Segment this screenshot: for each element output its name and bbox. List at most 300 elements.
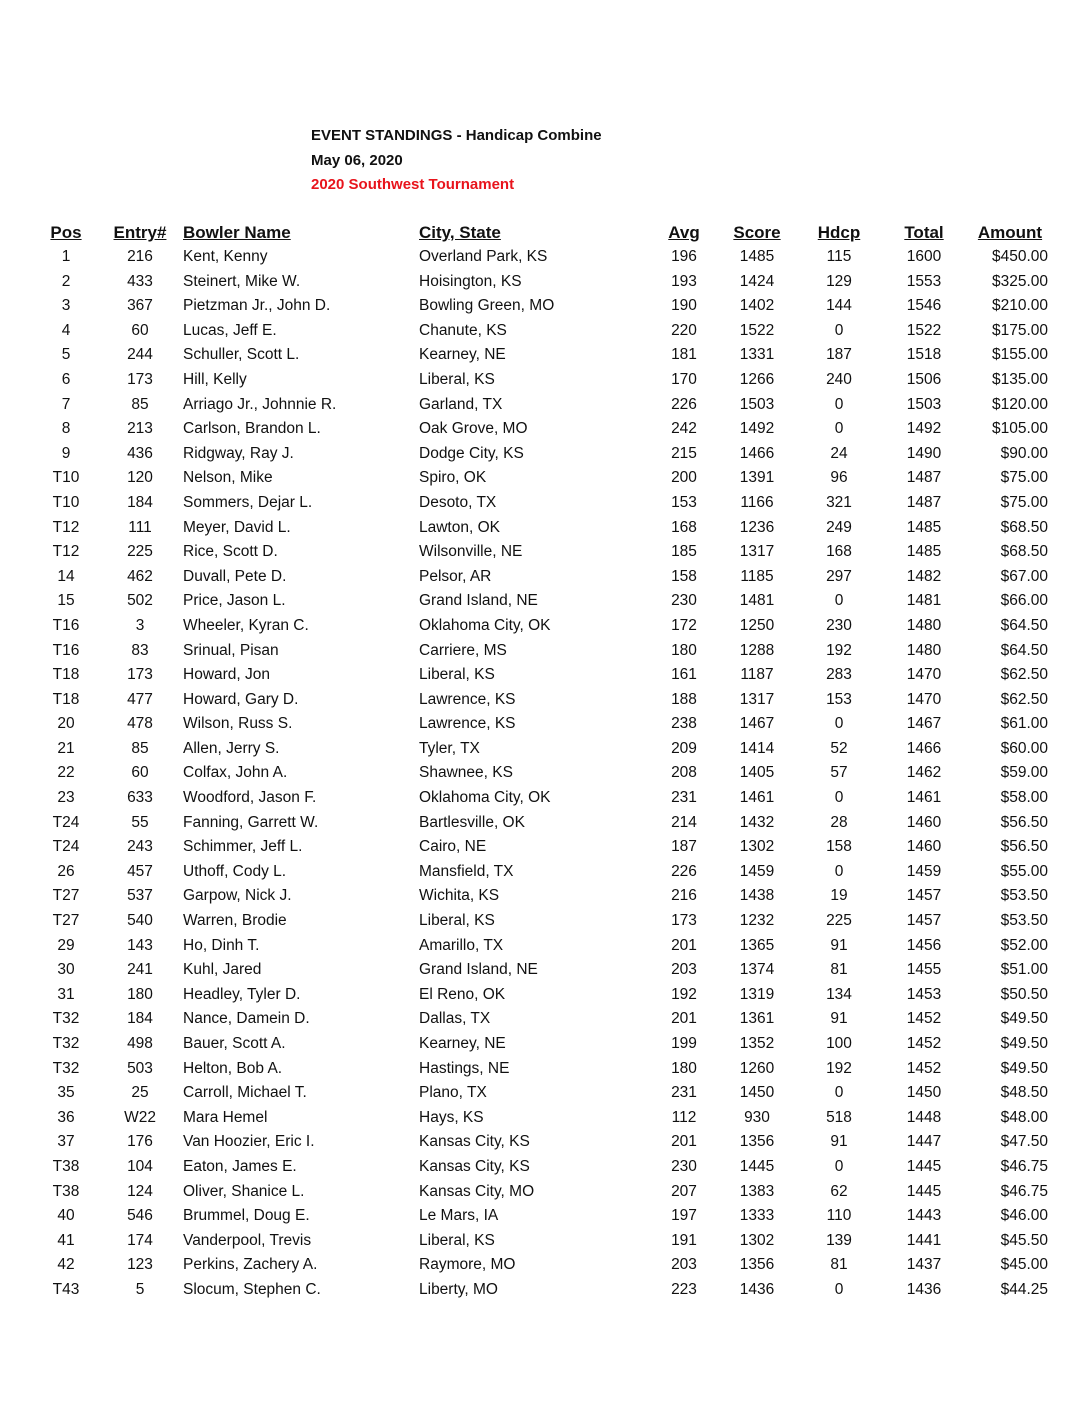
cell-pos: 22 xyxy=(57,764,75,782)
cell-avg: 197 xyxy=(671,1207,697,1225)
cell-avg: 180 xyxy=(671,1059,697,1077)
cell-hdcp: 153 xyxy=(826,690,852,708)
cell-amount: $325.00 xyxy=(991,272,1048,290)
cell-city: El Reno, OK xyxy=(419,985,506,1003)
cell-entry: 477 xyxy=(127,690,153,708)
cell-name: Howard, Gary D. xyxy=(183,690,299,708)
cell-amount: $59.00 xyxy=(1000,764,1048,782)
cell-name: Helton, Bob A. xyxy=(183,1059,283,1077)
cell-city: Bartlesville, OK xyxy=(419,813,525,831)
cell-entry: 174 xyxy=(127,1231,153,1249)
cell-city: Mansfield, TX xyxy=(419,862,514,880)
cell-entry: 462 xyxy=(127,567,153,585)
cell-name: Ridgway, Ray J. xyxy=(183,444,294,462)
cell-pos: 7 xyxy=(61,395,71,413)
cell-score: 1391 xyxy=(739,469,775,487)
table-row xyxy=(0,245,1088,270)
table-row xyxy=(0,1204,1088,1229)
cell-entry: 243 xyxy=(127,838,153,856)
cell-score: 1467 xyxy=(739,715,775,733)
cell-name: Bauer, Scott A. xyxy=(183,1035,286,1052)
table-row xyxy=(0,934,1088,959)
cell-name: Perkins, Zachery A. xyxy=(183,1256,318,1274)
cell-pos: T24 xyxy=(52,838,80,856)
cell-hdcp: 0 xyxy=(834,395,844,413)
cell-hdcp: 96 xyxy=(830,469,848,487)
cell-pos: 40 xyxy=(57,1207,75,1225)
column-header-hdcp: Hdcp xyxy=(817,223,861,242)
table-row xyxy=(0,417,1088,442)
cell-entry: 478 xyxy=(127,715,153,733)
cell-name: Kuhl, Jared xyxy=(183,961,262,979)
cell-avg: 230 xyxy=(671,1157,697,1175)
cell-entry: 60 xyxy=(131,321,149,339)
cell-amount: $75.00 xyxy=(1000,469,1048,487)
cell-pos: T12 xyxy=(52,518,80,536)
cell-total: 1467 xyxy=(906,715,942,733)
cell-score: 1450 xyxy=(739,1084,775,1102)
cell-score: 1317 xyxy=(739,690,775,708)
cell-name: Steinert, Mike W. xyxy=(183,272,301,290)
cell-hdcp: 0 xyxy=(834,420,844,438)
cell-score: 1232 xyxy=(739,912,775,930)
cell-hdcp: 283 xyxy=(826,666,852,684)
cell-total: 1455 xyxy=(906,961,942,979)
cell-entry: 546 xyxy=(127,1207,153,1225)
cell-score: 1405 xyxy=(739,764,775,782)
cell-amount: $62.50 xyxy=(1000,666,1048,684)
table-row xyxy=(0,884,1088,909)
cell-name: Schimmer, Jeff L. xyxy=(183,838,303,856)
cell-city: Oklahoma City, OK xyxy=(419,616,551,634)
table-row xyxy=(0,540,1088,565)
cell-total: 1553 xyxy=(906,272,942,290)
cell-amount: $120.00 xyxy=(991,395,1048,413)
table-row xyxy=(0,639,1088,664)
cell-hdcp: 134 xyxy=(826,985,852,1003)
cell-avg: 203 xyxy=(671,1256,697,1274)
cell-entry: 216 xyxy=(127,248,153,265)
table-row xyxy=(0,516,1088,541)
cell-amount: $64.50 xyxy=(1000,641,1048,659)
cell-pos: 1 xyxy=(61,248,71,265)
cell-total: 1485 xyxy=(906,543,942,561)
table-row xyxy=(0,1253,1088,1278)
cell-total: 1443 xyxy=(906,1207,942,1225)
cell-entry: 244 xyxy=(127,346,153,364)
cell-pos: 30 xyxy=(57,961,75,979)
cell-hdcp: 240 xyxy=(826,370,852,388)
table-row xyxy=(0,860,1088,885)
cell-score: 1383 xyxy=(739,1182,775,1200)
cell-score: 1461 xyxy=(739,789,775,807)
cell-amount: $48.00 xyxy=(1000,1108,1048,1126)
table-row xyxy=(0,442,1088,467)
cell-total: 1600 xyxy=(906,248,942,265)
cell-total: 1448 xyxy=(906,1108,942,1126)
cell-name: Headley, Tyler D. xyxy=(183,985,301,1003)
cell-avg: 207 xyxy=(671,1182,697,1200)
cell-score: 1266 xyxy=(739,370,775,388)
cell-avg: 180 xyxy=(671,641,697,659)
table-row xyxy=(0,786,1088,811)
cell-entry: 83 xyxy=(131,641,149,659)
cell-entry: 176 xyxy=(127,1133,153,1151)
cell-total: 1452 xyxy=(906,1059,942,1077)
cell-score: 1436 xyxy=(739,1280,775,1298)
table-row xyxy=(0,1130,1088,1155)
cell-score: 1522 xyxy=(739,321,775,339)
cell-amount: $55.00 xyxy=(1000,862,1048,880)
cell-name: Meyer, David L. xyxy=(183,518,291,536)
cell-pos: T38 xyxy=(52,1157,80,1175)
cell-avg: 187 xyxy=(671,838,697,856)
cell-score: 1302 xyxy=(739,1231,775,1249)
cell-amount: $46.75 xyxy=(1000,1182,1048,1200)
cell-total: 1460 xyxy=(906,838,942,856)
cell-avg: 214 xyxy=(671,813,697,831)
cell-avg: 201 xyxy=(671,1133,697,1151)
cell-city: Desoto, TX xyxy=(419,493,497,511)
cell-pos: T12 xyxy=(52,543,80,561)
table-row xyxy=(0,761,1088,786)
cell-amount: $135.00 xyxy=(991,370,1048,388)
cell-entry: 85 xyxy=(131,395,149,413)
cell-hdcp: 24 xyxy=(830,444,848,462)
table-row xyxy=(0,319,1088,344)
cell-pos: T18 xyxy=(52,690,80,708)
cell-name: Carlson, Brandon L. xyxy=(183,420,321,438)
cell-city: Hays, KS xyxy=(419,1108,484,1126)
cell-avg: 193 xyxy=(671,272,697,290)
cell-avg: 199 xyxy=(671,1035,697,1052)
cell-entry: 173 xyxy=(127,666,153,684)
table-row xyxy=(0,343,1088,368)
cell-name: Warren, Brodie xyxy=(183,912,287,930)
cell-city: Grand Island, NE xyxy=(419,961,538,979)
cell-score: 1166 xyxy=(740,493,774,511)
table-row xyxy=(0,835,1088,860)
cell-pos: 15 xyxy=(57,592,75,610)
cell-city: Dodge City, KS xyxy=(419,444,524,462)
table-row xyxy=(0,983,1088,1008)
cell-score: 1414 xyxy=(739,739,775,757)
standings-table xyxy=(0,221,1088,1303)
cell-total: 1461 xyxy=(906,789,942,807)
cell-amount: $49.50 xyxy=(1000,1035,1048,1052)
cell-hdcp: 0 xyxy=(834,1084,844,1102)
cell-pos: 36 xyxy=(57,1108,75,1126)
table-row xyxy=(0,1106,1088,1131)
cell-city: Chanute, KS xyxy=(419,321,507,339)
cell-score: 1361 xyxy=(739,1010,775,1028)
cell-hdcp: 115 xyxy=(826,248,852,265)
cell-city: Liberal, KS xyxy=(419,370,495,388)
cell-total: 1482 xyxy=(906,567,942,585)
cell-hdcp: 0 xyxy=(834,1280,844,1298)
cell-score: 1187 xyxy=(740,666,774,684)
table-row xyxy=(0,909,1088,934)
table-row xyxy=(0,270,1088,295)
cell-avg: 200 xyxy=(671,469,697,487)
cell-hdcp: 0 xyxy=(834,789,844,807)
cell-amount: $75.00 xyxy=(1000,493,1048,511)
cell-avg: 181 xyxy=(671,346,697,364)
cell-score: 930 xyxy=(744,1108,770,1126)
cell-amount: $67.00 xyxy=(1000,567,1048,585)
cell-amount: $48.50 xyxy=(1000,1084,1048,1102)
cell-city: Carriere, MS xyxy=(419,641,507,659)
column-header-score: Score xyxy=(733,223,781,242)
cell-total: 1452 xyxy=(906,1035,942,1052)
cell-total: 1480 xyxy=(906,641,942,659)
cell-city: Kansas City, KS xyxy=(419,1133,530,1151)
cell-total: 1546 xyxy=(906,297,942,315)
cell-city: Cairo, NE xyxy=(419,838,487,856)
cell-score: 1492 xyxy=(739,420,775,438)
cell-score: 1481 xyxy=(739,592,775,610)
cell-entry: 104 xyxy=(127,1157,153,1175)
cell-total: 1470 xyxy=(906,690,942,708)
cell-pos: 9 xyxy=(61,444,71,462)
cell-entry: 180 xyxy=(127,985,153,1003)
cell-amount: $61.00 xyxy=(1000,715,1048,733)
cell-city: Raymore, MO xyxy=(419,1256,516,1274)
cell-avg: 238 xyxy=(671,715,697,733)
cell-pos: T32 xyxy=(52,1010,80,1028)
cell-pos: T10 xyxy=(52,493,80,511)
cell-pos: 26 xyxy=(57,862,75,880)
cell-entry: 25 xyxy=(131,1084,149,1102)
cell-total: 1456 xyxy=(906,936,942,954)
cell-amount: $49.50 xyxy=(1000,1010,1048,1028)
cell-avg: 220 xyxy=(671,321,697,339)
cell-pos: T38 xyxy=(52,1182,80,1200)
cell-pos: T24 xyxy=(52,813,80,831)
cell-name: Woodford, Jason F. xyxy=(183,789,317,807)
cell-total: 1450 xyxy=(906,1084,942,1102)
cell-city: Oklahoma City, OK xyxy=(419,789,551,807)
cell-hdcp: 110 xyxy=(826,1207,852,1225)
cell-total: 1436 xyxy=(906,1280,942,1298)
cell-city: Amarillo, TX xyxy=(419,936,504,954)
cell-entry: 503 xyxy=(127,1059,153,1077)
table-row xyxy=(0,958,1088,983)
cell-score: 1185 xyxy=(740,567,774,585)
cell-name: Brummel, Doug E. xyxy=(183,1207,310,1225)
cell-name: Garpow, Nick J. xyxy=(183,887,292,905)
table-row xyxy=(0,737,1088,762)
cell-avg: 203 xyxy=(671,961,697,979)
cell-hdcp: 0 xyxy=(834,592,844,610)
cell-total: 1522 xyxy=(906,321,942,339)
cell-avg: 231 xyxy=(671,1084,697,1102)
cell-total: 1490 xyxy=(906,444,942,462)
cell-city: Pelsor, AR xyxy=(419,567,492,585)
cell-city: Lawton, OK xyxy=(419,518,500,536)
cell-pos: 42 xyxy=(57,1256,75,1274)
cell-avg: 201 xyxy=(671,1010,697,1028)
table-row xyxy=(0,688,1088,713)
cell-avg: 161 xyxy=(671,666,697,684)
cell-score: 1250 xyxy=(739,616,775,634)
cell-score: 1424 xyxy=(739,272,775,290)
cell-entry: 120 xyxy=(127,469,153,487)
cell-city: Spiro, OK xyxy=(419,469,487,487)
cell-entry: 60 xyxy=(131,764,149,782)
cell-hdcp: 91 xyxy=(830,1133,848,1151)
cell-hdcp: 144 xyxy=(826,297,852,315)
cell-entry: 123 xyxy=(127,1256,153,1274)
cell-amount: $45.00 xyxy=(1000,1256,1048,1274)
cell-amount: $210.00 xyxy=(991,297,1048,315)
cell-hdcp: 297 xyxy=(826,567,852,585)
column-header-city: City, State xyxy=(419,223,501,242)
cell-city: Liberal, KS xyxy=(419,912,495,930)
cell-score: 1260 xyxy=(739,1059,775,1077)
cell-avg: 231 xyxy=(671,789,697,807)
table-row xyxy=(0,1180,1088,1205)
cell-hdcp: 100 xyxy=(826,1035,852,1052)
cell-pos: 2 xyxy=(61,272,71,290)
cell-entry: 85 xyxy=(131,739,149,757)
cell-entry: 3 xyxy=(135,616,145,634)
cell-avg: 230 xyxy=(671,592,697,610)
cell-pos: 6 xyxy=(61,370,71,388)
cell-score: 1432 xyxy=(739,813,775,831)
cell-amount: $58.00 xyxy=(1000,789,1048,807)
table-row xyxy=(0,491,1088,516)
cell-hdcp: 81 xyxy=(830,961,848,979)
cell-hdcp: 0 xyxy=(834,862,844,880)
cell-hdcp: 0 xyxy=(834,321,844,339)
table-row xyxy=(0,565,1088,590)
table-row xyxy=(0,663,1088,688)
document-title: EVENT STANDINGS - Handicap Combine xyxy=(311,127,602,144)
cell-hdcp: 81 xyxy=(830,1256,848,1274)
cell-name: Oliver, Shanice L. xyxy=(183,1182,305,1200)
cell-avg: 196 xyxy=(671,248,697,265)
cell-score: 1438 xyxy=(739,887,775,905)
cell-city: Shawnee, KS xyxy=(419,764,513,782)
cell-pos: T27 xyxy=(52,912,80,930)
cell-name: Wilson, Russ S. xyxy=(183,715,293,733)
cell-avg: 215 xyxy=(671,444,697,462)
tournament-name: 2020 Southwest Tournament xyxy=(311,176,515,193)
cell-avg: 209 xyxy=(671,739,697,757)
cell-entry: 436 xyxy=(127,444,153,462)
cell-name: Price, Jason L. xyxy=(183,592,286,610)
cell-hdcp: 0 xyxy=(834,1157,844,1175)
cell-pos: 37 xyxy=(57,1133,75,1151)
cell-total: 1487 xyxy=(906,469,942,487)
cell-total: 1518 xyxy=(906,346,942,364)
cell-amount: $45.50 xyxy=(1000,1231,1048,1249)
cell-entry: 111 xyxy=(128,518,152,536)
cell-avg: 173 xyxy=(671,912,697,930)
cell-entry: 173 xyxy=(127,370,153,388)
cell-score: 1288 xyxy=(739,641,775,659)
cell-total: 1481 xyxy=(906,592,942,610)
cell-pos: T32 xyxy=(52,1059,80,1077)
cell-pos: T32 xyxy=(52,1035,80,1052)
cell-amount: $68.50 xyxy=(1000,543,1048,561)
cell-city: Lawrence, KS xyxy=(419,690,516,708)
cell-hdcp: 192 xyxy=(826,1059,852,1077)
cell-amount: $49.50 xyxy=(1000,1059,1048,1077)
cell-total: 1452 xyxy=(906,1010,942,1028)
cell-amount: $60.00 xyxy=(1000,739,1048,757)
cell-city: Garland, TX xyxy=(419,395,503,413)
table-header-row xyxy=(0,221,1088,245)
cell-name: Kent, Kenny xyxy=(183,248,268,265)
cell-name: Hill, Kelly xyxy=(183,370,247,388)
cell-score: 1356 xyxy=(739,1133,775,1151)
cell-name: Rice, Scott D. xyxy=(183,543,278,561)
cell-hdcp: 187 xyxy=(826,346,852,364)
cell-name: Uthoff, Cody L. xyxy=(183,862,287,880)
cell-entry: 433 xyxy=(127,272,153,290)
cell-amount: $155.00 xyxy=(991,346,1048,364)
cell-avg: 168 xyxy=(671,518,697,536)
cell-name: Schuller, Scott L. xyxy=(183,346,300,364)
table-row xyxy=(0,1032,1088,1057)
cell-city: Kearney, NE xyxy=(419,346,506,364)
cell-entry: 540 xyxy=(127,912,153,930)
table-row xyxy=(0,614,1088,639)
cell-score: 1445 xyxy=(739,1157,775,1175)
cell-amount: $47.50 xyxy=(1000,1133,1048,1151)
cell-avg: 242 xyxy=(671,420,697,438)
cell-name: Eaton, James E. xyxy=(183,1157,297,1175)
table-row xyxy=(0,294,1088,319)
cell-pos: T16 xyxy=(52,616,80,634)
cell-total: 1453 xyxy=(906,985,942,1003)
cell-entry: 457 xyxy=(127,862,153,880)
column-header-pos: Pos xyxy=(50,223,82,242)
cell-total: 1447 xyxy=(906,1133,942,1151)
cell-pos: T16 xyxy=(52,641,80,659)
cell-name: Lucas, Jeff E. xyxy=(183,321,277,339)
cell-score: 1402 xyxy=(739,297,775,315)
cell-total: 1445 xyxy=(906,1157,942,1175)
cell-pos: T43 xyxy=(52,1280,80,1298)
cell-amount: $62.50 xyxy=(1000,690,1048,708)
cell-amount: $44.25 xyxy=(1000,1280,1048,1298)
cell-score: 1319 xyxy=(739,985,775,1003)
cell-score: 1352 xyxy=(739,1035,775,1052)
cell-score: 1466 xyxy=(739,444,775,462)
cell-name: Howard, Jon xyxy=(183,666,271,684)
cell-hdcp: 139 xyxy=(826,1231,852,1249)
cell-city: Le Mars, IA xyxy=(419,1207,499,1225)
cell-total: 1462 xyxy=(906,764,942,782)
cell-name: Vanderpool, Trevis xyxy=(183,1231,312,1249)
cell-avg: 201 xyxy=(671,936,697,954)
cell-hdcp: 52 xyxy=(830,739,848,757)
cell-pos: 21 xyxy=(57,739,75,757)
cell-total: 1487 xyxy=(906,493,942,511)
cell-total: 1457 xyxy=(906,912,942,930)
cell-score: 1331 xyxy=(739,346,775,364)
cell-hdcp: 19 xyxy=(830,887,848,905)
cell-name: Duvall, Pete D. xyxy=(183,567,287,585)
cell-avg: 172 xyxy=(671,616,697,634)
cell-score: 1485 xyxy=(739,248,775,265)
cell-city: Kansas City, MO xyxy=(419,1182,535,1200)
cell-hdcp: 230 xyxy=(826,616,852,634)
cell-name: Allen, Jerry S. xyxy=(183,739,280,757)
